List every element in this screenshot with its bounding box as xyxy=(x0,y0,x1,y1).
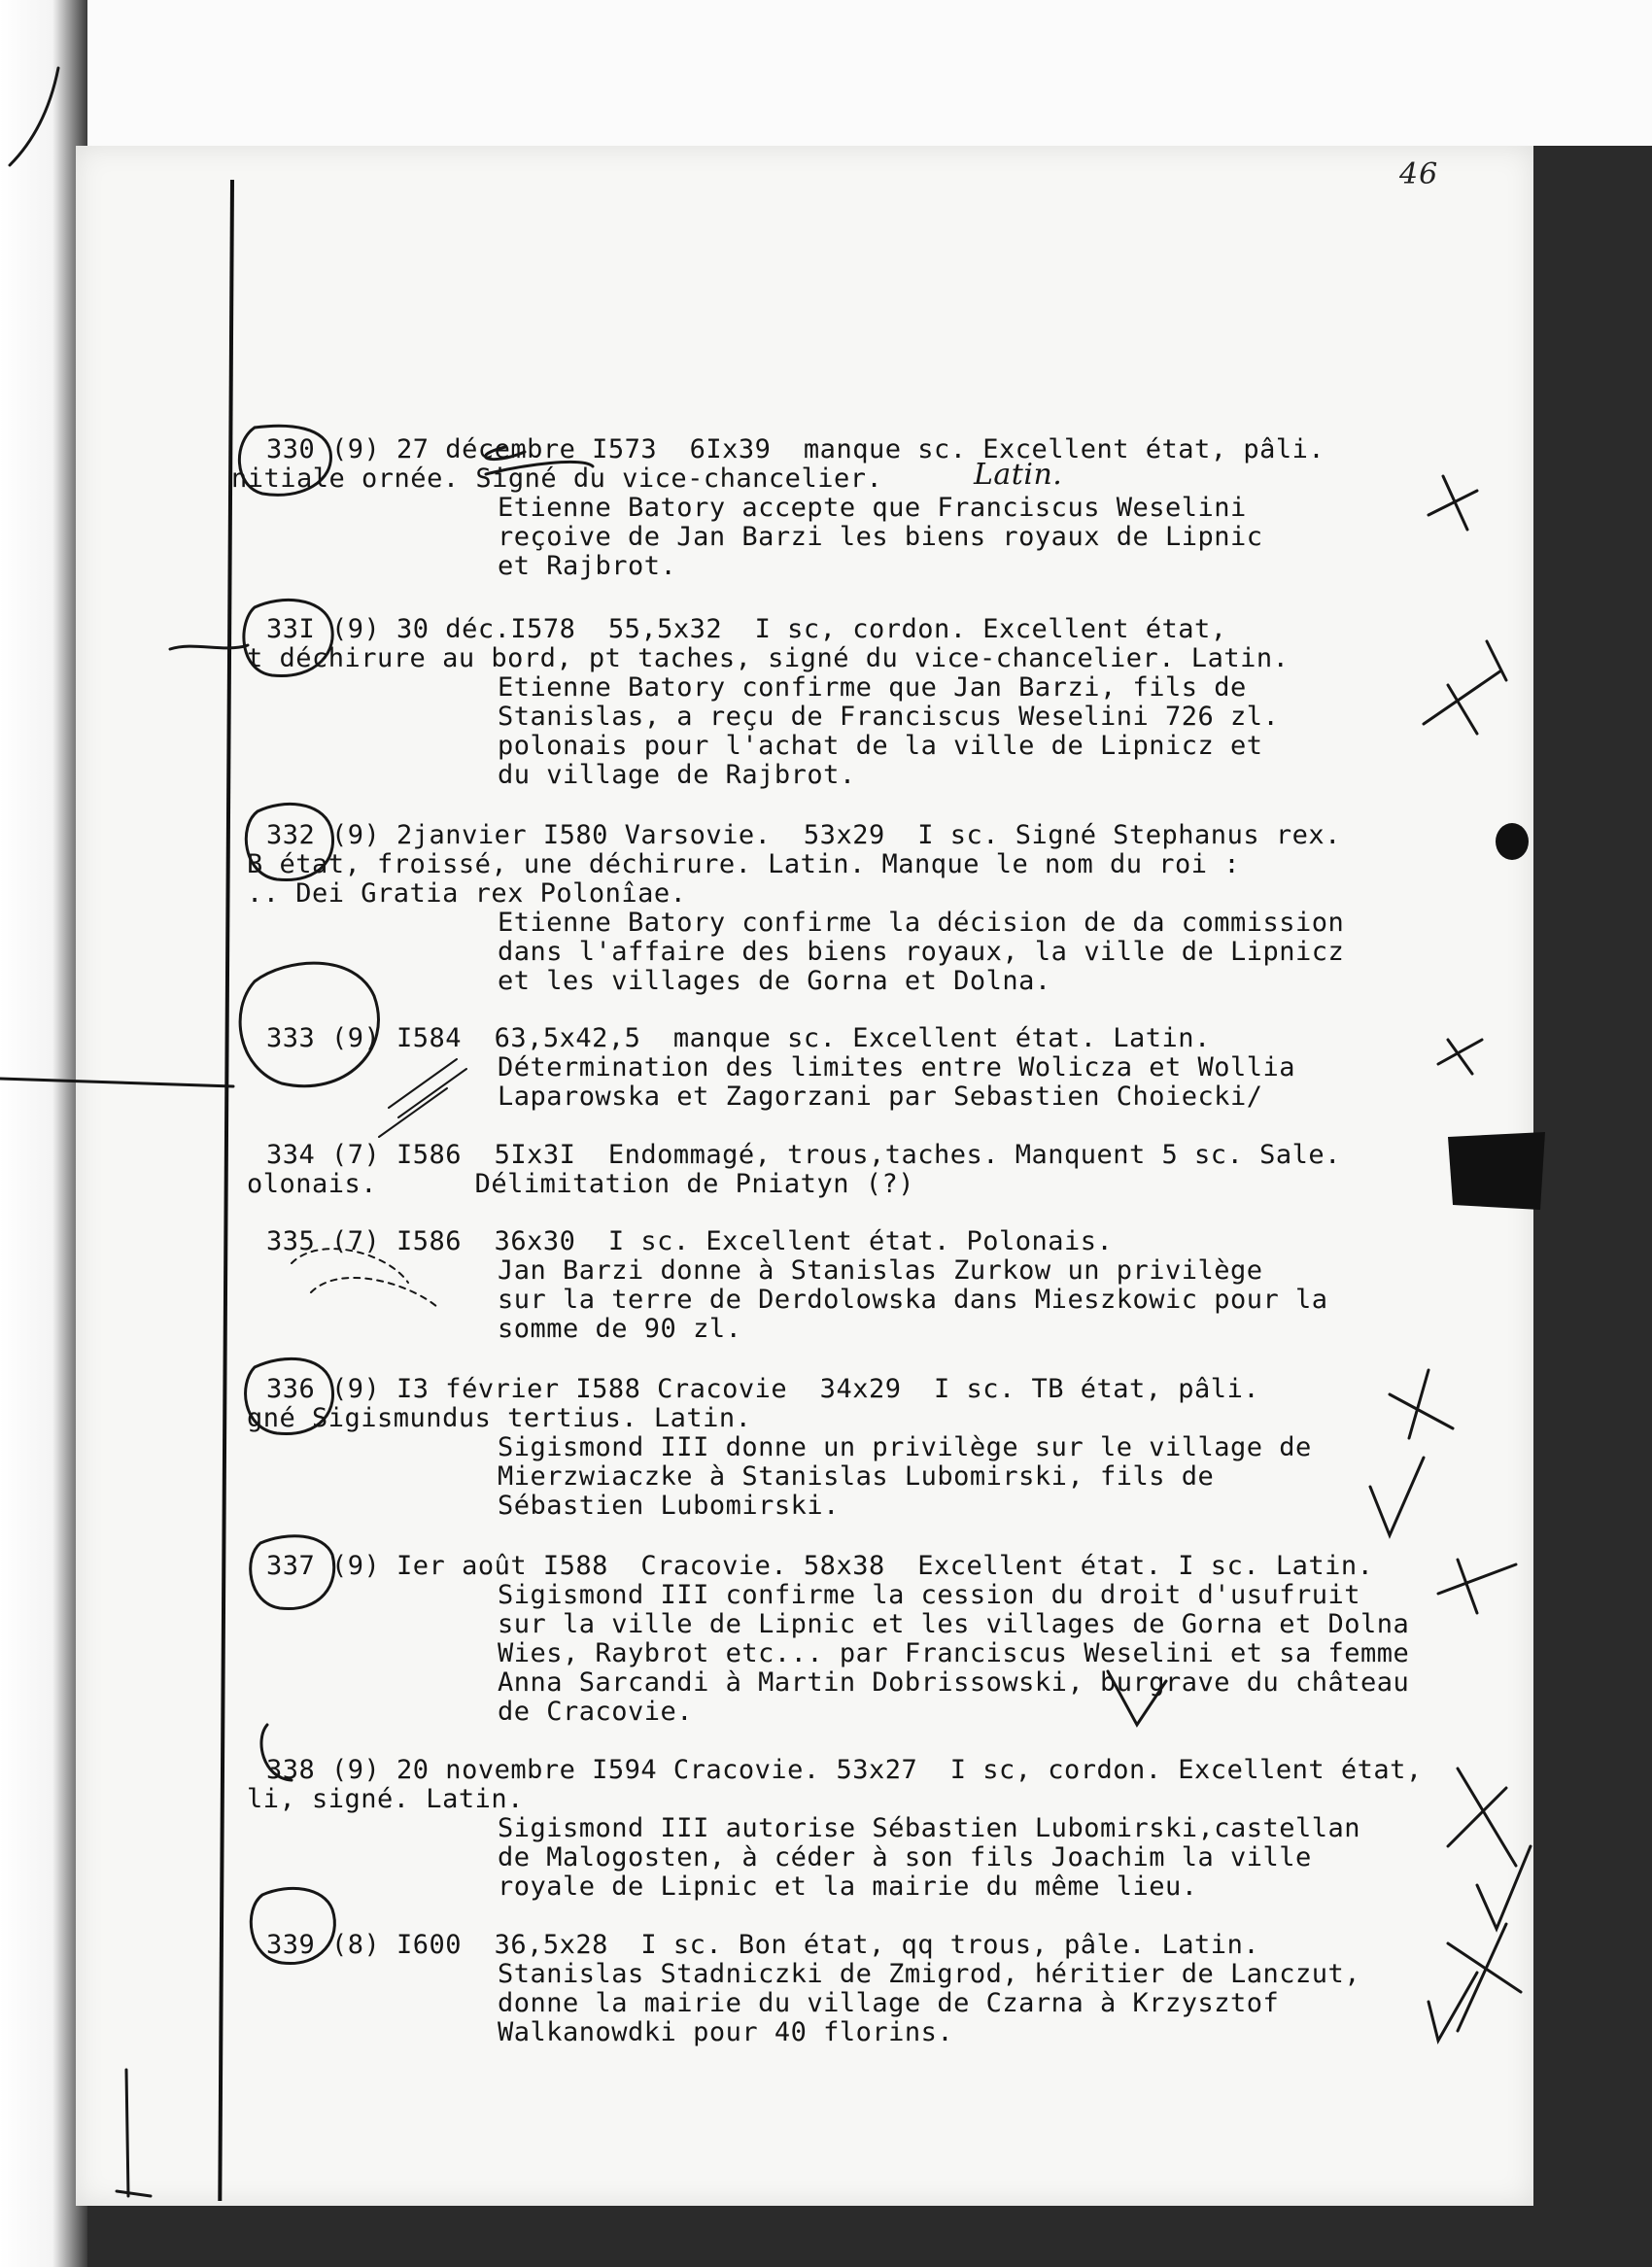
entry-line: .. Dei Gratia rex Polonîae. xyxy=(247,878,687,909)
entry-line: sur la ville de Lipnic et les villages de Gorna et Dolna xyxy=(498,1609,1410,1639)
entry-line: olonais. Délimitation de Pniatyn (?) xyxy=(247,1169,914,1199)
entry-line: somme de 90 zl. xyxy=(498,1314,742,1344)
entry-line: 335 (7) I586 36x30 I sc. Excellent état. Polonais. xyxy=(266,1226,1114,1256)
entry-line: Anna Sarcandi à Martin Dobrissowski, burgrave du château xyxy=(498,1667,1410,1698)
entry-line: donne la mairie du village de Czarna à Krzysztof xyxy=(498,1988,1280,2018)
entry-line: gné Sigismundus tertius. Latin. xyxy=(247,1403,752,1433)
entry-line: Sébastien Lubomirski. xyxy=(498,1491,840,1521)
entry-line: Wies, Raybrot etc... par Franciscus Weselini et sa femme xyxy=(498,1638,1410,1668)
entry-line: Walkanowdki pour 40 florins. xyxy=(498,2017,954,2047)
entry-line: li, signé. Latin. xyxy=(247,1784,524,1814)
photo-background-top xyxy=(0,0,1652,146)
entry-line: B état, froissé, une déchirure. Latin. Manque le nom du roi : xyxy=(247,849,1241,879)
entry-line: 337 (9) Ier août I588 Cracovie. 58x38 Excellent état. I sc. Latin. xyxy=(266,1551,1374,1581)
entry-line: Jan Barzi donne à Stanislas Zurkow un privilège xyxy=(498,1255,1263,1286)
entry-line: 339 (8) I600 36,5x28 I sc. Bon état, qq trous, pâle. Latin. xyxy=(266,1930,1260,1960)
entry-line: et Rajbrot. xyxy=(498,551,677,581)
entry-line: Etienne Batory confirme que Jan Barzi, fils de xyxy=(498,672,1247,703)
entry-line: 333 (9) I584 63,5x42,5 manque sc. Excellent état. Latin. xyxy=(266,1023,1211,1053)
entry-line: dans l'affaire des biens royaux, la ville de Lipnicz xyxy=(498,937,1345,967)
entry-line: polonais pour l'achat de la ville de Lipnicz et xyxy=(498,731,1263,761)
handwritten-annotation: Latin. xyxy=(974,458,1063,492)
entry-line: reçoive de Jan Barzi les biens royaux de Lipnic xyxy=(498,522,1263,552)
entry-line: et les villages de Gorna et Dolna. xyxy=(498,966,1051,996)
entry-line: 338 (9) 20 novembre I594 Cracovie. 53x27 I sc, cordon. Excellent état, xyxy=(266,1755,1423,1785)
entry-line: Sigismond III donne un privilège sur le village de xyxy=(498,1432,1312,1462)
entry-line: du village de Rajbrot. xyxy=(498,760,856,790)
entry-line: 33I (9) 30 déc.I578 55,5x32 I sc, cordon. Excellent état, xyxy=(266,614,1227,644)
entry-line: 336 (9) I3 février I588 Cracovie 34x29 I sc. TB état, pâli. xyxy=(266,1374,1260,1404)
entry-line: de Malogosten, à céder à son fils Joachim la ville xyxy=(498,1842,1312,1872)
entry-line: Mierzwiaczke à Stanislas Lubomirski, fils de xyxy=(498,1461,1215,1492)
entry-line: Détermination des limites entre Wolicza et Wollia xyxy=(498,1052,1296,1082)
entry-line: Sigismond III confirme la cession du droit d'usufruit xyxy=(498,1580,1361,1610)
entry-line: 334 (7) I586 5Ix3I Endommagé, trous,taches. Manquent 5 sc. Sale. xyxy=(266,1140,1341,1170)
entry-line: Etienne Batory accepte que Franciscus Weselini xyxy=(498,493,1247,523)
entry-line: Etienne Batory confirme la décision de da commission xyxy=(498,908,1345,938)
entry-line: Stanislas Stadniczki de Zmigrod, héritier de Lanczut, xyxy=(498,1959,1361,1989)
entry-line: 330 (9) 27 décembre I573 6Ix39 manque sc. Excellent état, pâli. xyxy=(266,434,1325,464)
page-number: 46 xyxy=(1399,157,1439,191)
entry-line: royale de Lipnic et la mairie du même lieu. xyxy=(498,1872,1198,1902)
entry-line: nitiale ornée. Signé du vice-chancelier. xyxy=(231,464,883,494)
entry-line: de Cracovie. xyxy=(498,1697,694,1727)
entry-line: t déchirure au bord, pt taches, signé du vice-chancelier. Latin. xyxy=(247,643,1290,673)
entry-line: Stanislas, a reçu de Franciscus Weselini 726 zl. xyxy=(498,702,1280,732)
entry-line: sur la terre de Derdolowska dans Mieszkowic pour la xyxy=(498,1285,1328,1315)
photo-background-left xyxy=(0,0,87,2267)
entry-line: Laparowska et Zagorzani par Sebastien Choiecki/ xyxy=(498,1082,1263,1112)
entry-line: 332 (9) 2janvier I580 Varsovie. 53x29 I sc. Signé Stephanus rex. xyxy=(266,820,1341,850)
entry-line: Sigismond III autorise Sébastien Lubomirski,castellan xyxy=(498,1813,1361,1843)
